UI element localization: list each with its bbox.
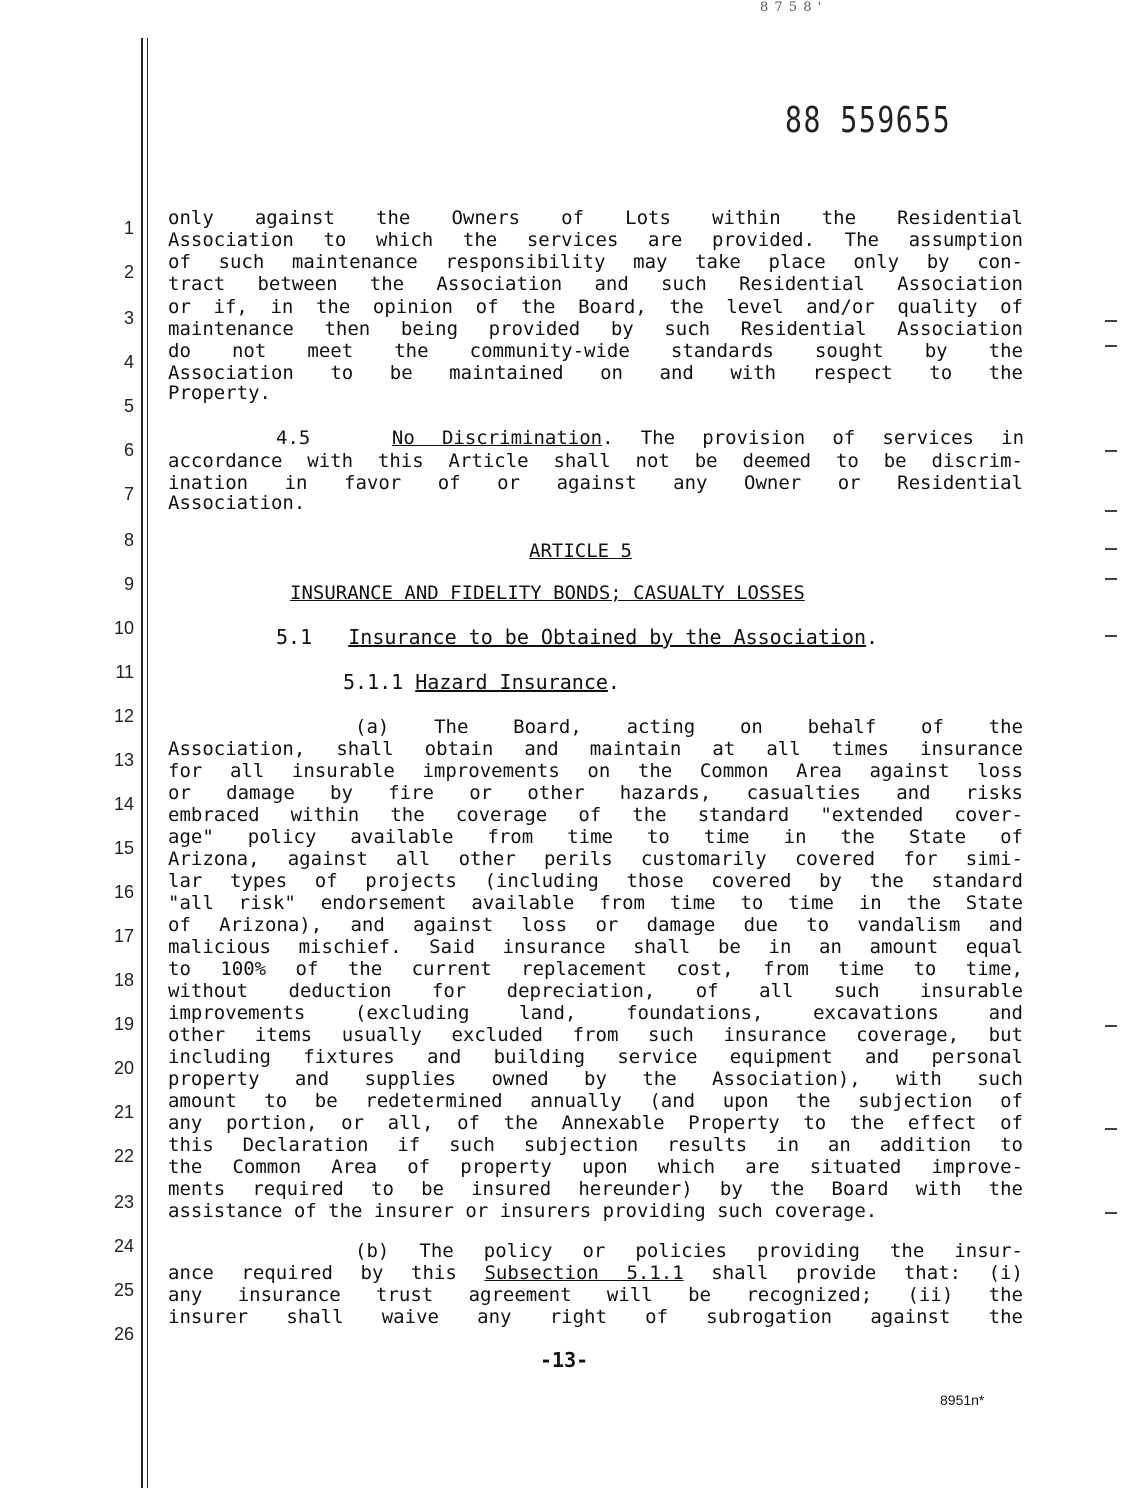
line-number: 13	[113, 750, 134, 770]
body-line	[168, 1262, 1023, 1284]
body-line: maintenance then being provided by such Residential Association	[168, 318, 1023, 340]
line-number: 10	[113, 618, 134, 638]
line-number: 4	[123, 352, 134, 372]
line-number: 24	[113, 1236, 134, 1256]
body-line: the Common Area of property upon which are situated improve-	[168, 1156, 1023, 1178]
body-line: ments required to be insured hereunder) by the Board with the	[168, 1178, 1023, 1200]
margin-tick	[1105, 510, 1117, 512]
line-number: 19	[113, 1014, 134, 1034]
line-number: 23	[113, 1192, 134, 1212]
line-number: 16	[113, 882, 134, 902]
body-line: Association, shall obtain and maintain at all times insurance	[168, 738, 1023, 760]
line-number: 1	[123, 218, 134, 238]
body-line: of such maintenance responsibility may take place only by con-	[168, 251, 1023, 273]
body-line: Property.	[168, 382, 271, 404]
line-number: 15	[113, 838, 134, 858]
line-number: 26	[113, 1324, 134, 1344]
line-number: 18	[113, 970, 134, 990]
top-stamp-marks: 8 7 5 8 '	[760, 0, 823, 15]
body-line: or if, in the opinion of the Board, the level and/or quality of	[168, 296, 1023, 318]
section-title: Hazard Insurance	[415, 670, 608, 694]
body-line: other items usually excluded from such insurance coverage, but	[168, 1024, 1023, 1046]
section-number: 5.1.1	[343, 670, 404, 694]
body-line: accordance with this Article shall not be deemed to be discrim-	[168, 450, 1023, 472]
body-line: Arizona, against all other perils customarily covered for simi-	[168, 848, 1023, 870]
line-number: 8	[123, 530, 134, 550]
section-number: 4.5	[276, 427, 311, 449]
body-line: Association.	[168, 492, 306, 514]
body-line: malicious mischief. Said insurance shall be in an amount equal	[168, 936, 1023, 958]
margin-tick	[1105, 345, 1117, 347]
body-line: assistance of the insurer or insurers providing such coverage.	[168, 1200, 878, 1222]
margin-tick	[1105, 450, 1117, 452]
left-margin-rule-inner	[147, 38, 148, 1488]
line-number: 21	[113, 1102, 134, 1122]
section-number: 5.1	[276, 625, 313, 649]
page-number: -13-	[540, 1348, 589, 1372]
line-number: 2	[123, 262, 134, 282]
body-line: insurer shall waive any right of subrogation against the	[168, 1306, 1023, 1328]
section-suffix: .	[607, 670, 620, 694]
line-number: 3	[123, 308, 134, 328]
section-title: Insurance to be Obtained by the Association	[348, 625, 867, 649]
body-line: lar types of projects (including those covered by the standard	[168, 870, 1023, 892]
article-subheading: INSURANCE AND FIDELITY BONDS; CASUALTY LOSSES	[290, 582, 805, 604]
section-5-1-1-heading	[343, 670, 620, 694]
body-line: any portion, or all, of the Annexable Property to the effect of	[168, 1112, 1023, 1134]
body-line: to 100% of the current replacement cost, from time to time,	[168, 958, 1023, 980]
subsection-reference: Subsection 5.1.1	[484, 1262, 684, 1284]
body-line: without deduction for depreciation, of all such insurable	[168, 980, 1023, 1002]
line-number: 11	[115, 662, 134, 682]
body-line: for all insurable improvements on the Common Area against loss	[168, 760, 1023, 782]
body-line: Association to be maintained on and with respect to the	[168, 362, 1023, 384]
line-number: 22	[113, 1146, 134, 1166]
line-number: 12	[113, 706, 134, 726]
margin-tick	[1105, 1212, 1117, 1214]
margin-tick	[1105, 1025, 1117, 1027]
line-number: 14	[113, 794, 134, 814]
body-line: "all risk" endorsement available from time to time in the State	[168, 892, 1023, 914]
margin-tick	[1105, 320, 1117, 322]
body-line: age" policy available from time to time in the State of	[168, 826, 1023, 848]
body-line: do not meet the community-wide standards sought by the	[168, 340, 1023, 362]
para-a-first-line: (a) The Board, acting on behalf of the	[355, 716, 1023, 738]
body-line: including fixtures and building service equipment and personal	[168, 1046, 1023, 1068]
para-b-first-line: (b) The policy or policies providing the insur-	[355, 1240, 1023, 1262]
margin-tick	[1105, 578, 1117, 580]
margin-tick	[1105, 548, 1117, 550]
body-line: or damage by fire or other hazards, casualties and risks	[168, 782, 1023, 804]
body-line: Association to which the services are provided. The assumption	[168, 229, 1023, 251]
line-number: 25	[113, 1280, 134, 1300]
left-margin-rule	[141, 38, 143, 1488]
body-line: embraced within the coverage of the standard "extended cover-	[168, 804, 1023, 826]
body-line: this Declaration if such subjection results in an addition to	[168, 1134, 1023, 1156]
body-line: any insurance trust agreement will be recognized; (ii) the	[168, 1284, 1023, 1306]
body-line: property and supplies owned by the Association), with such	[168, 1068, 1023, 1090]
line-number: 6	[123, 440, 134, 460]
line-number: 5	[123, 396, 134, 416]
line-number: 7	[123, 484, 134, 504]
article-heading: ARTICLE 5	[529, 540, 632, 562]
body-text: shall provide that: (i)	[683, 1262, 1023, 1284]
line-number: 9	[123, 574, 134, 594]
section-5-1-heading	[276, 625, 878, 649]
section-4-5-first-line	[276, 427, 1024, 449]
margin-tick	[1105, 635, 1117, 637]
body-text: ance required by this	[168, 1262, 485, 1284]
body-line: ination in favor of or against any Owner or Residential	[168, 472, 1023, 494]
body-line: improvements (excluding land, foundations, excavations and	[168, 1002, 1023, 1024]
body-line: of Arizona), and against loss or damage due to vandalism and	[168, 914, 1023, 936]
section-title: No Discrimination	[391, 427, 603, 449]
document-code: 8951n*	[940, 1392, 985, 1408]
body-line: only against the Owners of Lots within the Residential	[168, 207, 1023, 229]
line-number: 17	[113, 926, 134, 946]
body-line: amount to be redetermined annually (and upon the subjection of	[168, 1090, 1023, 1112]
margin-tick	[1105, 1128, 1117, 1130]
document-number: 88 559655	[785, 100, 952, 141]
line-number: 20	[113, 1058, 134, 1078]
body-line: tract between the Association and such Residential Association	[168, 273, 1023, 295]
section-suffix: .	[866, 625, 879, 649]
section-4-5-text: . The provision of services in	[602, 427, 1025, 449]
